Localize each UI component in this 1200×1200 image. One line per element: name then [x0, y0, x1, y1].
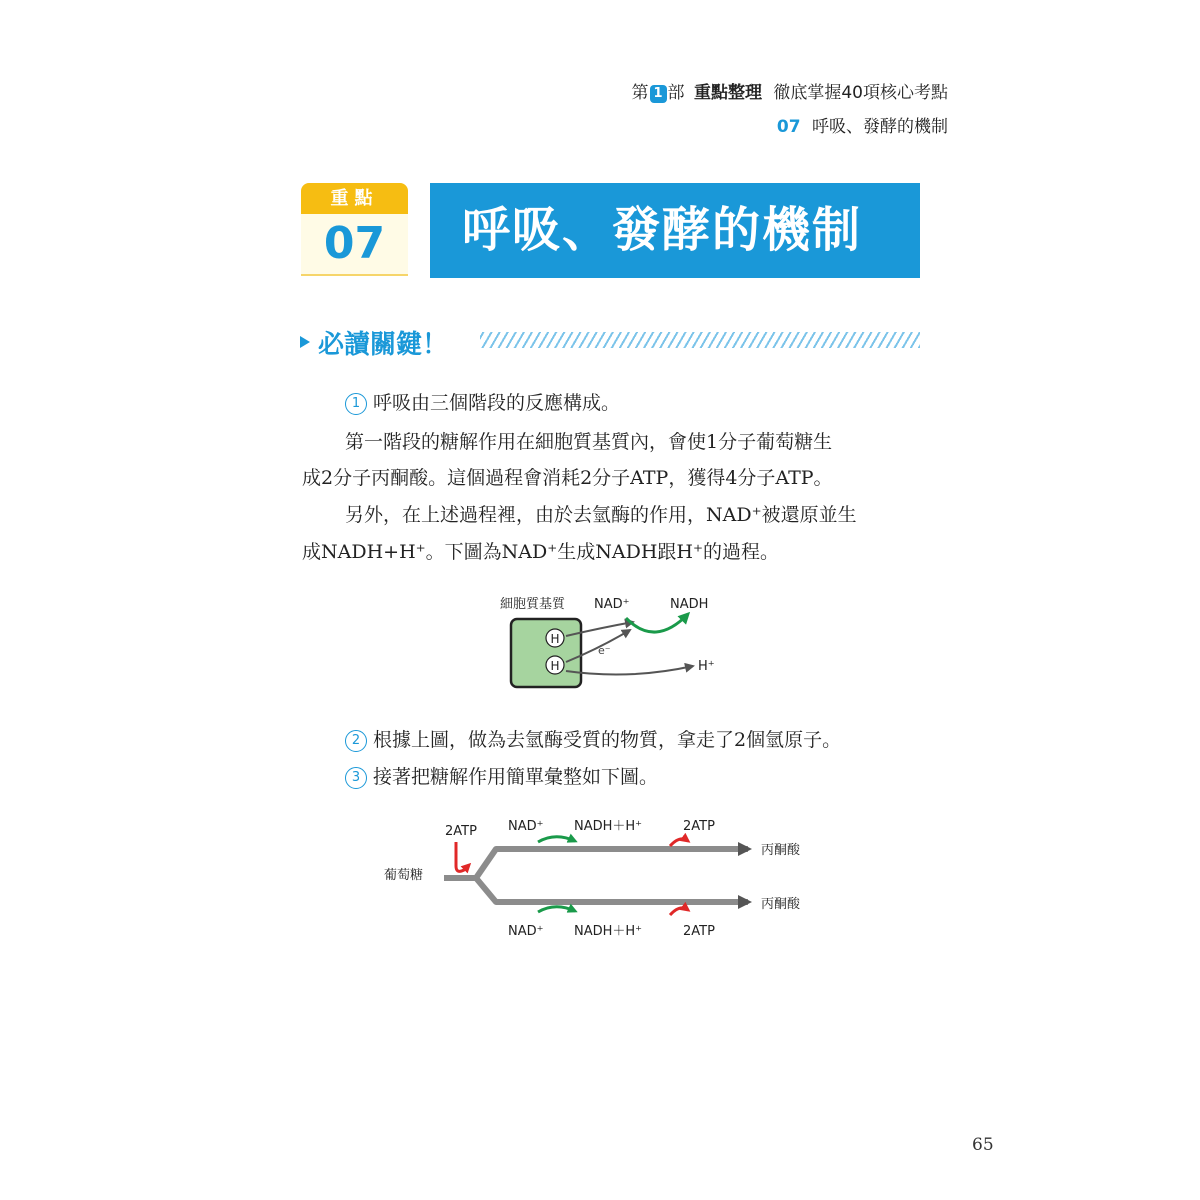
section-number: 07: [776, 117, 801, 137]
part-title: 重點整理: [693, 83, 762, 103]
part-suffix: 部: [667, 83, 685, 103]
circled-number-1: 1: [345, 393, 367, 415]
title-banner: [430, 183, 920, 278]
page-number: 65: [972, 1135, 994, 1155]
atp-input-label: 2ATP: [445, 824, 477, 839]
nad-to-nadh-arrow: [626, 614, 688, 632]
hydrogen-label-2: H: [550, 659, 560, 673]
nad-label: NAD⁺: [594, 597, 630, 612]
bottom-pyruvate-label: 丙酮酸: [761, 897, 801, 912]
paragraph-5-text: 接著把糖解作用簡單彙整如下圖。: [373, 766, 659, 788]
topic-badge-number: 07: [301, 214, 408, 276]
top-pyruvate-label: 丙酮酸: [761, 843, 801, 858]
paragraph-4-text: 根據上圖，做為去氫酶受質的物質，拿走了2個氫原子。: [373, 729, 842, 751]
paragraph-1: [345, 388, 620, 415]
section-heading-text: 必讀關鍵！: [318, 329, 449, 360]
bottom-nad-arrow: [538, 907, 575, 912]
top-atp-label: 2ATP: [683, 819, 715, 834]
top-nadh-label: NADH＋H⁺: [574, 819, 643, 834]
section-heading: [300, 322, 448, 362]
cytoplasm-label: 細胞質基質: [500, 597, 566, 612]
circled-number-3: 3: [345, 767, 367, 789]
paragraph-4: [345, 725, 841, 752]
topic-badge-label: 重點: [301, 183, 408, 214]
paragraph-1-text: 呼吸由三個階段的反應構成。: [373, 392, 621, 414]
bottom-nadh-label: NADH＋H⁺: [574, 924, 643, 939]
bottom-nad-label: NAD⁺: [508, 924, 544, 939]
atp-consumption-arrow: [456, 842, 469, 871]
page-title: 呼吸、發酵的機制: [462, 202, 863, 258]
top-branch-arrow: [444, 849, 748, 878]
proton-release-arrow: [566, 666, 693, 675]
section-title: 呼吸、發酵的機制: [812, 117, 948, 137]
electron-label: e⁻: [598, 644, 611, 657]
glucose-label: 葡萄糖: [384, 868, 424, 883]
hatch-divider: [480, 332, 920, 348]
bottom-atp-label: 2ATP: [683, 924, 715, 939]
glycolysis-diagram: [370, 808, 830, 948]
paragraph-3-line-2: 成NADH+H⁺。下圖為NAD⁺生成NADH跟H⁺的過程。: [302, 541, 780, 563]
running-header-section: [777, 112, 948, 137]
triangle-icon: [300, 336, 310, 348]
paragraph-5: [345, 762, 658, 789]
part-prefix: 第: [631, 83, 649, 103]
top-nad-label: NAD⁺: [508, 819, 544, 834]
cytoplasm-box: [511, 619, 581, 687]
paragraph-2-line-1: 第一階段的糖解作用在細胞質基質內，會使1分子葡萄糖生: [345, 431, 833, 453]
part-subtitle: 徹底掌握40項核心考點: [773, 83, 948, 103]
circled-number-2: 2: [345, 730, 367, 752]
paragraph-3-line-1: 另外，在上述過程裡，由於去氫酶的作用，NAD⁺被還原並生: [345, 504, 857, 526]
top-atp-arrow: [670, 839, 688, 846]
top-nad-arrow: [538, 837, 575, 842]
running-header-part: [632, 78, 949, 103]
nadh-label: NADH: [670, 597, 709, 612]
bottom-branch-arrow: [476, 878, 748, 902]
nad-reduction-diagram: [490, 588, 730, 698]
bottom-atp-arrow: [670, 908, 688, 915]
paragraph-2-line-2: 成2分子丙酮酸。這個過程會消耗2分子ATP，獲得4分子ATP。: [302, 467, 833, 489]
part-number-badge: 1: [650, 85, 667, 103]
hydrogen-label-1: H: [550, 632, 560, 646]
proton-label: H⁺: [698, 659, 715, 674]
